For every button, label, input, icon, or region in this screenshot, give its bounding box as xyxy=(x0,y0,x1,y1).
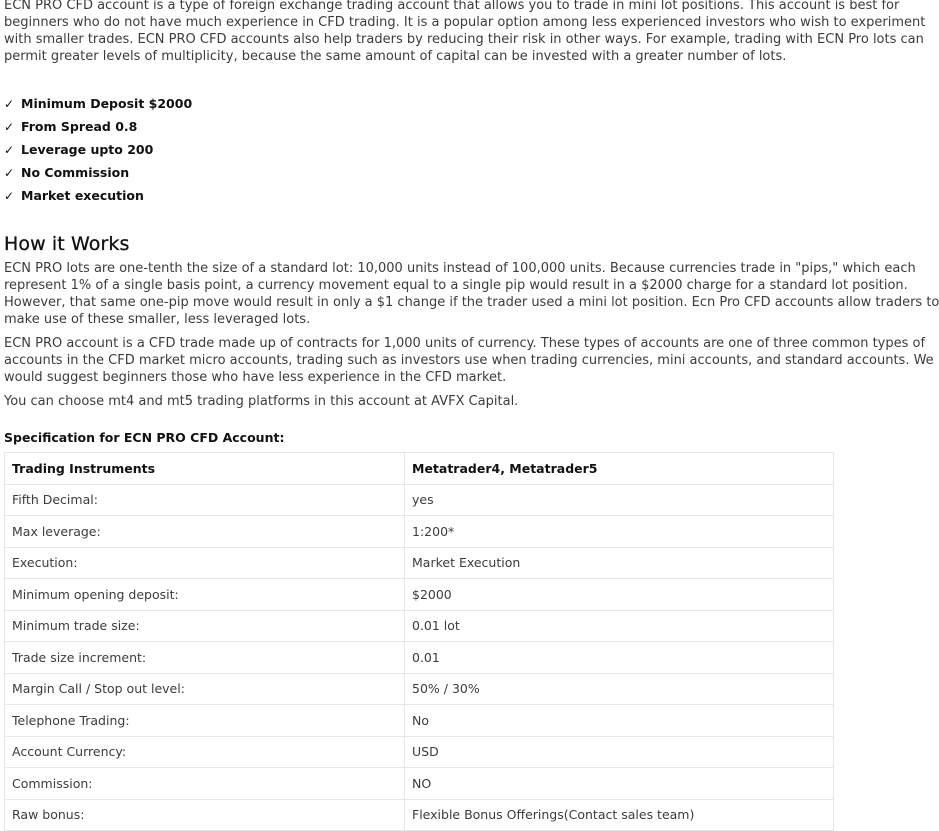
how-line: make use of these smaller, less leveraged lots. xyxy=(4,312,311,327)
intro-line: with smaller trades. ECN PRO CFD accounts also help traders by reducing their risk in other ways. For example, trading with ECN Pro lots can xyxy=(4,32,924,47)
how-paragraph-1 xyxy=(4,260,939,328)
feature-list xyxy=(4,92,834,207)
check-icon: ✓ xyxy=(4,142,15,157)
feature-item xyxy=(4,161,834,184)
spec-value: Flexible Bonus Offerings(Contact sales team) xyxy=(405,799,834,831)
how-line: would suggest beginners those who have less experience in the CFD market. xyxy=(4,370,507,385)
how-line: However, that same one-pip move would result in only a $1 change if the trader used a mini lot position. Ecn Pro CFD accounts allow traders to xyxy=(4,295,939,310)
spec-label: Telephone Trading: xyxy=(5,705,405,737)
spec-label: Minimum trade size: xyxy=(5,610,405,642)
spec-label: Fifth Decimal: xyxy=(5,484,405,516)
spec-value: NO xyxy=(405,768,834,800)
table-row xyxy=(5,484,834,516)
spec-value: USD xyxy=(405,736,834,768)
spec-value: 0.01 xyxy=(405,642,834,674)
check-icon: ✓ xyxy=(4,119,15,134)
feature-label: No Commission xyxy=(21,165,130,180)
how-it-works-heading: How it Works xyxy=(4,233,130,255)
table-row xyxy=(5,610,834,642)
feature-label: From Spread 0.8 xyxy=(21,119,138,134)
check-icon: ✓ xyxy=(4,188,15,203)
spec-header-label: Trading Instruments xyxy=(5,453,405,485)
table-row xyxy=(5,705,834,737)
spec-value: 50% / 30% xyxy=(405,673,834,705)
spec-header-row xyxy=(5,453,834,485)
how-paragraph-3: You can choose mt4 and mt5 trading platforms in this account at AVFX Capital. xyxy=(4,394,519,409)
spec-label: Account Currency: xyxy=(5,736,405,768)
table-row xyxy=(5,579,834,611)
spec-label: Margin Call / Stop out level: xyxy=(5,673,405,705)
how-line: ECN PRO account is a CFD trade made up of contracts for 1,000 units of currency. These types of accounts are one of three common types of xyxy=(4,336,926,351)
table-row xyxy=(5,673,834,705)
spec-value: 1:200* xyxy=(405,516,834,548)
spec-table xyxy=(4,452,834,831)
intro-line: beginners who do not have much experience in CFD trading. It is a popular option among less experienced investors who wish to experiment xyxy=(4,15,926,30)
spec-value: Market Execution xyxy=(405,547,834,579)
spec-label: Execution: xyxy=(5,547,405,579)
spec-label: Trade size increment: xyxy=(5,642,405,674)
page-content xyxy=(4,0,939,831)
table-row xyxy=(5,547,834,579)
spec-value: No xyxy=(405,705,834,737)
spec-label: Commission: xyxy=(5,768,405,800)
intro-paragraph xyxy=(4,0,926,65)
how-line: accounts in the CFD market micro accounts, trading such as investors use when trading currencies, mini accounts, and standard accounts. We xyxy=(4,353,934,368)
check-icon: ✓ xyxy=(4,165,15,180)
how-paragraph-2 xyxy=(4,335,934,386)
spec-label: Minimum opening deposit: xyxy=(5,579,405,611)
spec-label: Max leverage: xyxy=(5,516,405,548)
spec-label: Raw bonus: xyxy=(5,799,405,831)
table-row xyxy=(5,768,834,800)
intro-line: permit greater levels of multiplicity, because the same amount of capital can be invested with a greater number of lots. xyxy=(4,49,787,64)
table-row xyxy=(5,642,834,674)
spec-header-value: Metatrader4, Metatrader5 xyxy=(405,453,834,485)
feature-label: Market execution xyxy=(21,188,144,203)
check-icon: ✓ xyxy=(4,96,15,111)
feature-item xyxy=(4,184,834,207)
feature-item xyxy=(4,138,834,161)
how-line: represent 1% of a single basis point, a currency movement equal to a single pip would result in a $2000 charge for a standard lot position. xyxy=(4,278,908,293)
how-line: ECN PRO lots are one-tenth the size of a standard lot: 10,000 units instead of 100,000 units. Because currencies trade in "pips," which each xyxy=(4,261,916,276)
feature-label: Minimum Deposit $2000 xyxy=(21,96,193,111)
table-row xyxy=(5,736,834,768)
table-row xyxy=(5,799,834,831)
feature-label: Leverage upto 200 xyxy=(21,142,154,157)
table-row xyxy=(5,516,834,548)
feature-item xyxy=(4,92,834,115)
spec-value: yes xyxy=(405,484,834,516)
spec-value: 0.01 lot xyxy=(405,610,834,642)
feature-item xyxy=(4,115,834,138)
spec-value: $2000 xyxy=(405,579,834,611)
spec-heading: Specification for ECN PRO CFD Account: xyxy=(4,430,285,445)
intro-line: ECN PRO CFD account is a type of foreign exchange trading account that allows you to trade in mini lot positions. This account is best for xyxy=(4,0,900,13)
